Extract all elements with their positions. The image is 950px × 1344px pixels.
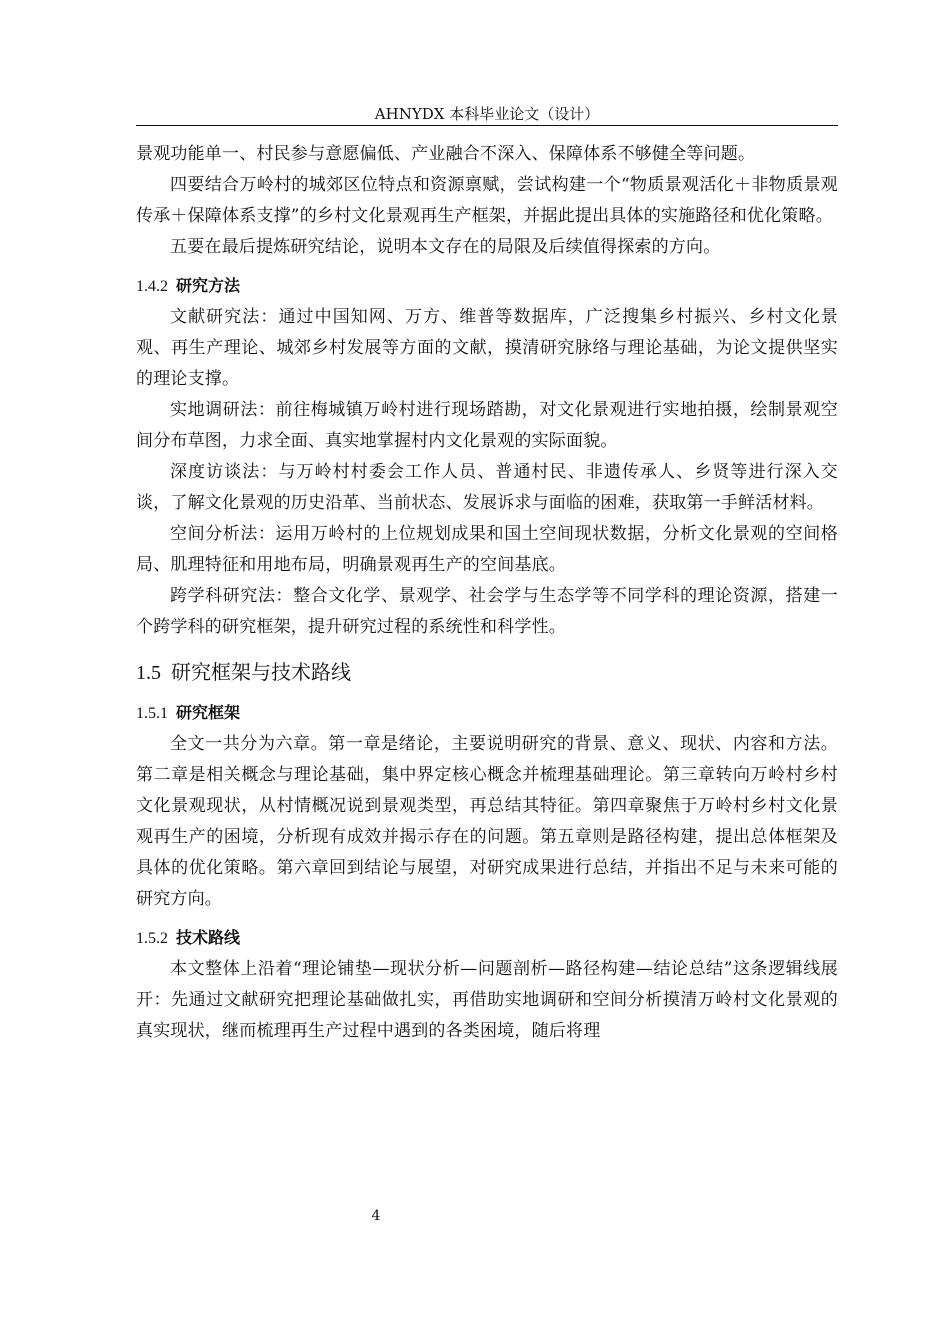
paragraph-literature-method: 文献研究法：通过中国知网、万方、维普等数据库，广泛搜集乡村振兴、乡村文化景观、再生产理论、城郊乡村发展等方面的文献，摸清研究脉络与理论基础，为论文提供坚实的理论支撑。	[136, 307, 838, 389]
section-number: 1.4.2	[136, 278, 168, 295]
section-title: 研究框架与技术路线	[171, 660, 351, 684]
section-heading-1-5-2	[136, 923, 838, 954]
paragraph-framework: 全文一共分为六章。第一章是绪论，主要说明研究的背景、意义、现状、内容和方法。第二章是相关概念与理论基础，集中界定核心概念并梳理基础理论。第三章转向万岭村乡村文化景观现状，从村情概况说到景观类型，再总结其特征。第四章聚焦于万岭村乡村文化景观再生产的困境，分析现有成效并揭示存在的问题。第五章则是路径构建，提出总体框架及具体的优化策略。第六章回到结论与展望，对研究成果进行总结，并指出不足与未来可能的研究方向。	[136, 734, 838, 909]
section-heading-1-5-1	[136, 698, 838, 729]
section-heading-1-4-2	[136, 271, 838, 302]
section-heading-1-5	[136, 655, 838, 690]
paragraph-spatial-method: 空间分析法：运用万岭村的上位规划成果和国土空间现状数据，分析文化景观的空间格局、肌理特征和用地布局，明确景观再生产的空间基底。	[136, 524, 838, 575]
section-number: 1.5.1	[136, 705, 168, 722]
section-title: 技术路线	[176, 928, 241, 947]
section-title: 研究框架	[176, 703, 241, 722]
page-content	[136, 139, 838, 1047]
paragraph-continuation: 景观功能单一、村民参与意愿偏低、产业融合不深入、保障体系不够健全等问题。	[136, 144, 756, 164]
paragraph-point-four: 四要结合万岭村的城郊区位特点和资源禀赋，尝试构建一个“物质景观活化＋非物质景观传承＋保障体系支撑”的乡村文化景观再生产框架，并据此提出具体的实施路径和优化策略。	[136, 175, 838, 226]
paragraph-interdisciplinary-method: 跨学科研究法：整合文化学、景观学、社会学与生态学等不同学科的理论资源，搭建一个跨学科的研究框架，提升研究过程的系统性和科学性。	[136, 586, 838, 637]
page-number: 4	[371, 1208, 381, 1224]
paragraph-fieldwork-method: 实地调研法：前往梅城镇万岭村进行现场踏勘，对文化景观进行实地拍摄，绘制景观空间分布草图，力求全面、真实地掌握村内文化景观的实际面貌。	[136, 400, 838, 451]
paragraph-point-five: 五要在最后提炼研究结论，说明本文存在的局限及后续值得探索的方向。	[170, 237, 721, 257]
section-title: 研究方法	[176, 276, 241, 295]
paragraph-technical-route: 本文整体上沿着“理论铺垫—现状分析—问题剖析—路径构建—结论总结”这条逻辑线展开：先通过文献研究把理论基础做扎实，再借助实地调研和空间分析摸清万岭村文化景观的真实现状，继而梳理再生产过程中遇到的各类困境，随后将理	[136, 959, 838, 1041]
running-header: AHNYDX 本科毕业论文（设计）	[374, 105, 600, 123]
section-number: 1.5	[136, 662, 161, 684]
header-rule	[136, 125, 838, 126]
section-number: 1.5.2	[136, 930, 168, 947]
paragraph-interview-method: 深度访谈法：与万岭村村委会工作人员、普通村民、非遗传承人、乡贤等进行深入交谈，了解文化景观的历史沿革、当前状态、发展诉求与面临的困难，获取第一手鲜活材料。	[136, 462, 838, 513]
